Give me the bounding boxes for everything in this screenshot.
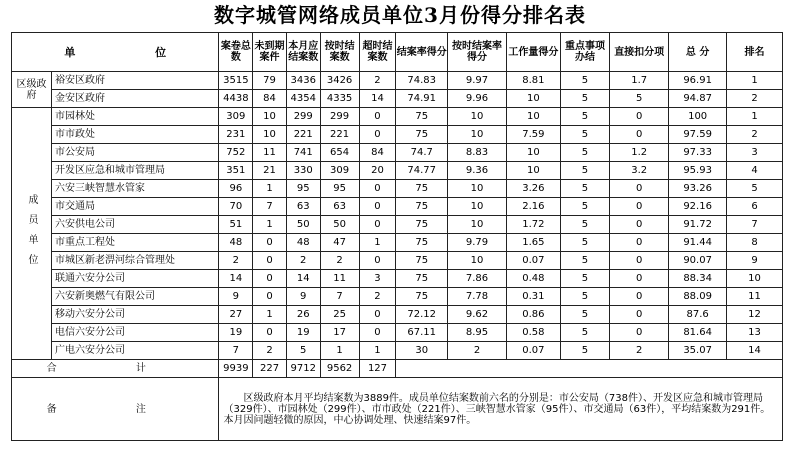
cell-workload-score: 3.26 [507, 180, 561, 198]
cell-ontime-score: 10 [448, 252, 507, 270]
cell-due-cases: 26 [286, 306, 320, 324]
unit-name: 开发区应急和城市管理局 [52, 162, 219, 180]
cell-direct-deduct: 0 [610, 270, 669, 288]
cell-closure-score: 75 [396, 216, 448, 234]
cell-due-cases: 330 [286, 162, 320, 180]
cell-ontime-closed: 4335 [320, 90, 359, 108]
table-row [12, 234, 783, 252]
cell-total-score: 94.87 [669, 90, 727, 108]
cell-total-cases: 48 [219, 234, 253, 252]
cell-rank: 3 [727, 144, 783, 162]
cell-key-items: 5 [560, 180, 610, 198]
cell-direct-deduct: 3.2 [610, 162, 669, 180]
totals-row [12, 360, 783, 378]
cell-total-cases: 4438 [219, 90, 253, 108]
cell-ontime-closed: 221 [320, 126, 359, 144]
cell-direct-deduct: 0 [610, 216, 669, 234]
table-row [12, 72, 783, 90]
cell-rank: 14 [727, 342, 783, 360]
header-row [12, 33, 783, 72]
cell-rank: 2 [727, 90, 783, 108]
cell-total-score: 88.34 [669, 270, 727, 288]
cell-total-cases: 351 [219, 162, 253, 180]
cell-direct-deduct: 2 [610, 342, 669, 360]
table-row [12, 342, 783, 360]
cell-overdue-closed: 0 [359, 216, 396, 234]
unit-name: 市交通局 [52, 198, 219, 216]
cell-ontime-score: 8.83 [448, 144, 507, 162]
cell-overdue-unfinished: 1 [253, 216, 287, 234]
cell-workload-score: 7.59 [507, 126, 561, 144]
cell-total-score: 90.07 [669, 252, 727, 270]
cell-closure-score: 75 [396, 288, 448, 306]
cell-total-cases: 3515 [219, 72, 253, 90]
cell-total-cases: 2 [219, 252, 253, 270]
totals-due-cases: 9712 [286, 360, 320, 378]
cell-rank: 1 [727, 72, 783, 90]
totals-total-cases: 9939 [219, 360, 253, 378]
cell-total-cases: 27 [219, 306, 253, 324]
cell-ontime-closed: 2 [320, 252, 359, 270]
cell-overdue-unfinished: 0 [253, 252, 287, 270]
cell-ontime-score: 9.62 [448, 306, 507, 324]
cell-workload-score: 10 [507, 90, 561, 108]
table-row [12, 216, 783, 234]
cell-overdue-unfinished: 1 [253, 180, 287, 198]
page-title: 数字城管网络成员单位3月份得分排名表 [214, 3, 586, 27]
cell-due-cases: 14 [286, 270, 320, 288]
cell-due-cases: 63 [286, 198, 320, 216]
cell-key-items: 5 [560, 342, 610, 360]
cell-due-cases: 48 [286, 234, 320, 252]
cell-due-cases: 4354 [286, 90, 320, 108]
cell-ontime-closed: 654 [320, 144, 359, 162]
cell-key-items: 5 [560, 252, 610, 270]
cell-overdue-unfinished: 0 [253, 288, 287, 306]
unit-name: 金安区政府 [52, 90, 219, 108]
cell-due-cases: 221 [286, 126, 320, 144]
table-row [12, 180, 783, 198]
cell-overdue-closed: 1 [359, 342, 396, 360]
cell-workload-score: 0.07 [507, 252, 561, 270]
cell-overdue-closed: 0 [359, 180, 396, 198]
unit-name: 电信六安分公司 [52, 324, 219, 342]
cell-closure-score: 75 [396, 108, 448, 126]
cell-direct-deduct: 1.7 [610, 72, 669, 90]
header-workload-score: 工作量得分 [507, 33, 561, 72]
cell-overdue-unfinished: 0 [253, 270, 287, 288]
cell-overdue-closed: 2 [359, 288, 396, 306]
header-closure-score: 结案率得分 [396, 33, 448, 72]
unit-name: 市市政处 [52, 126, 219, 144]
cell-ontime-closed: 95 [320, 180, 359, 198]
cell-overdue-closed: 0 [359, 198, 396, 216]
cell-overdue-closed: 0 [359, 126, 396, 144]
header-unit: 单 位 [12, 33, 219, 72]
header-rank: 排名 [727, 33, 783, 72]
cell-overdue-unfinished: 1 [253, 306, 287, 324]
cell-key-items: 5 [560, 72, 610, 90]
cell-total-score: 92.16 [669, 198, 727, 216]
cell-ontime-closed: 7 [320, 288, 359, 306]
cell-ontime-closed: 309 [320, 162, 359, 180]
cell-workload-score: 1.72 [507, 216, 561, 234]
cell-overdue-unfinished: 21 [253, 162, 287, 180]
cell-workload-score: 0.31 [507, 288, 561, 306]
totals-overdue-unfinished: 227 [253, 360, 287, 378]
cell-overdue-closed: 84 [359, 144, 396, 162]
cell-ontime-score: 2 [448, 342, 507, 360]
cell-overdue-unfinished: 0 [253, 324, 287, 342]
header-key-items: 重点事项办结 [560, 33, 610, 72]
cell-total-cases: 96 [219, 180, 253, 198]
cell-closure-score: 74.7 [396, 144, 448, 162]
cell-overdue-closed: 0 [359, 324, 396, 342]
cell-closure-score: 75 [396, 252, 448, 270]
header-due-cases: 本月应结案数 [286, 33, 320, 72]
notes-text: 区级政府本月平均结案数为3889件。成员单位结案数前六名的分别是：市公安局（738件）、开发区应急和城市管理局（329件）、市园林处（299件）、市市政处（221件）、三峡智慧水管家（95件）、市交通局（63件），平均结案数为291件。本月因问题轻微的原因，中心协调处理、快速结案97件。 [219, 378, 783, 441]
cell-overdue-closed: 20 [359, 162, 396, 180]
unit-name: 市重点工程处 [52, 234, 219, 252]
totals-empty [396, 360, 783, 378]
cell-workload-score: 10 [507, 162, 561, 180]
cell-workload-score: 8.81 [507, 72, 561, 90]
cell-overdue-closed: 0 [359, 108, 396, 126]
cell-due-cases: 5 [286, 342, 320, 360]
table-row [12, 162, 783, 180]
header-total-score: 总 分 [669, 33, 727, 72]
cell-due-cases: 95 [286, 180, 320, 198]
table-row [12, 252, 783, 270]
cell-ontime-score: 9.36 [448, 162, 507, 180]
cell-total-cases: 752 [219, 144, 253, 162]
cell-rank: 2 [727, 126, 783, 144]
cell-closure-score: 75 [396, 198, 448, 216]
cell-ontime-score: 9.97 [448, 72, 507, 90]
cell-ontime-closed: 50 [320, 216, 359, 234]
cell-overdue-unfinished: 84 [253, 90, 287, 108]
cell-key-items: 5 [560, 144, 610, 162]
cell-key-items: 5 [560, 90, 610, 108]
cell-rank: 1 [727, 108, 783, 126]
cell-overdue-closed: 0 [359, 252, 396, 270]
cell-direct-deduct: 0 [610, 306, 669, 324]
header-ontime-closed: 按时结案数 [320, 33, 359, 72]
cell-direct-deduct: 1.2 [610, 144, 669, 162]
cell-key-items: 5 [560, 306, 610, 324]
cell-rank: 13 [727, 324, 783, 342]
cell-total-score: 96.91 [669, 72, 727, 90]
ranking-table [11, 32, 783, 441]
unit-name: 六安供电公司 [52, 216, 219, 234]
unit-name: 六安三峡智慧水管家 [52, 180, 219, 198]
table-row [12, 306, 783, 324]
cell-ontime-score: 9.79 [448, 234, 507, 252]
cell-key-items: 5 [560, 198, 610, 216]
cell-overdue-closed: 0 [359, 306, 396, 324]
cell-total-cases: 309 [219, 108, 253, 126]
cell-direct-deduct: 5 [610, 90, 669, 108]
cell-total-score: 100 [669, 108, 727, 126]
header-overdue-unfinished: 未到期案件 [253, 33, 287, 72]
cell-overdue-closed: 1 [359, 234, 396, 252]
cell-ontime-closed: 11 [320, 270, 359, 288]
cell-direct-deduct: 0 [610, 252, 669, 270]
cell-due-cases: 9 [286, 288, 320, 306]
cell-closure-score: 74.77 [396, 162, 448, 180]
cell-closure-score: 75 [396, 126, 448, 144]
cell-ontime-closed: 299 [320, 108, 359, 126]
cell-workload-score: 0.07 [507, 342, 561, 360]
cell-due-cases: 19 [286, 324, 320, 342]
cell-workload-score: 10 [507, 144, 561, 162]
cell-total-cases: 231 [219, 126, 253, 144]
cell-overdue-unfinished: 7 [253, 198, 287, 216]
cell-ontime-score: 10 [448, 180, 507, 198]
unit-name: 市公安局 [52, 144, 219, 162]
cell-key-items: 5 [560, 162, 610, 180]
cell-direct-deduct: 0 [610, 108, 669, 126]
table-row [12, 324, 783, 342]
category-member-unit: 成员单位 [12, 108, 52, 360]
cell-total-score: 35.07 [669, 342, 727, 360]
totals-overdue-closed: 127 [359, 360, 396, 378]
cell-due-cases: 741 [286, 144, 320, 162]
cell-key-items: 5 [560, 324, 610, 342]
cell-rank: 10 [727, 270, 783, 288]
cell-rank: 8 [727, 234, 783, 252]
cell-direct-deduct: 0 [610, 234, 669, 252]
cell-ontime-score: 10 [448, 216, 507, 234]
table-row [12, 198, 783, 216]
cell-total-score: 91.44 [669, 234, 727, 252]
cell-overdue-unfinished: 2 [253, 342, 287, 360]
cell-closure-score: 75 [396, 180, 448, 198]
cell-total-score: 87.6 [669, 306, 727, 324]
cell-overdue-unfinished: 0 [253, 234, 287, 252]
cell-due-cases: 50 [286, 216, 320, 234]
cell-ontime-closed: 25 [320, 306, 359, 324]
cell-total-score: 97.33 [669, 144, 727, 162]
table-row [12, 126, 783, 144]
cell-key-items: 5 [560, 126, 610, 144]
cell-overdue-unfinished: 79 [253, 72, 287, 90]
cell-total-score: 81.64 [669, 324, 727, 342]
unit-name: 市城区新老淠河综合管理处 [52, 252, 219, 270]
cell-direct-deduct: 0 [610, 324, 669, 342]
cell-key-items: 5 [560, 234, 610, 252]
cell-ontime-score: 10 [448, 108, 507, 126]
cell-direct-deduct: 0 [610, 180, 669, 198]
cell-closure-score: 67.11 [396, 324, 448, 342]
unit-name: 广电六安分公司 [52, 342, 219, 360]
category-district-gov: 区级政府 [12, 72, 52, 108]
unit-name: 联通六安分公司 [52, 270, 219, 288]
cell-ontime-score: 7.78 [448, 288, 507, 306]
cell-workload-score: 2.16 [507, 198, 561, 216]
cell-overdue-unfinished: 10 [253, 126, 287, 144]
unit-name: 裕安区政府 [52, 72, 219, 90]
table-row [12, 90, 783, 108]
header-total-cases: 案卷总数 [219, 33, 253, 72]
cell-due-cases: 2 [286, 252, 320, 270]
cell-ontime-closed: 1 [320, 342, 359, 360]
cell-rank: 6 [727, 198, 783, 216]
cell-ontime-closed: 63 [320, 198, 359, 216]
cell-overdue-unfinished: 10 [253, 108, 287, 126]
cell-closure-score: 75 [396, 234, 448, 252]
cell-workload-score: 0.48 [507, 270, 561, 288]
cell-total-cases: 19 [219, 324, 253, 342]
cell-ontime-score: 8.95 [448, 324, 507, 342]
cell-ontime-score: 10 [448, 198, 507, 216]
totals-ontime-closed: 9562 [320, 360, 359, 378]
unit-name: 移动六安分公司 [52, 306, 219, 324]
cell-rank: 4 [727, 162, 783, 180]
unit-name: 市园林处 [52, 108, 219, 126]
cell-workload-score: 0.86 [507, 306, 561, 324]
table-row [12, 270, 783, 288]
notes-row [12, 378, 783, 441]
cell-ontime-score: 9.96 [448, 90, 507, 108]
cell-rank: 12 [727, 306, 783, 324]
cell-key-items: 5 [560, 270, 610, 288]
cell-ontime-closed: 47 [320, 234, 359, 252]
cell-workload-score: 1.65 [507, 234, 561, 252]
cell-total-cases: 70 [219, 198, 253, 216]
cell-closure-score: 74.91 [396, 90, 448, 108]
cell-closure-score: 30 [396, 342, 448, 360]
cell-key-items: 5 [560, 216, 610, 234]
cell-rank: 11 [727, 288, 783, 306]
notes-label: 备 注 [12, 378, 219, 441]
cell-total-score: 95.93 [669, 162, 727, 180]
cell-overdue-closed: 2 [359, 72, 396, 90]
cell-closure-score: 74.83 [396, 72, 448, 90]
cell-ontime-closed: 3426 [320, 72, 359, 90]
header-overdue-closed: 超时结案数 [359, 33, 396, 72]
table-row [12, 108, 783, 126]
header-ontime-score: 按时结案率得分 [448, 33, 507, 72]
cell-workload-score: 10 [507, 108, 561, 126]
cell-key-items: 5 [560, 288, 610, 306]
cell-rank: 7 [727, 216, 783, 234]
cell-ontime-score: 7.86 [448, 270, 507, 288]
cell-rank: 5 [727, 180, 783, 198]
unit-name: 六安新奥燃气有限公司 [52, 288, 219, 306]
cell-ontime-score: 10 [448, 126, 507, 144]
cell-key-items: 5 [560, 108, 610, 126]
cell-overdue-closed: 14 [359, 90, 396, 108]
cell-direct-deduct: 0 [610, 198, 669, 216]
cell-total-score: 88.09 [669, 288, 727, 306]
cell-total-score: 97.59 [669, 126, 727, 144]
cell-ontime-closed: 17 [320, 324, 359, 342]
cell-total-score: 93.26 [669, 180, 727, 198]
cell-total-cases: 14 [219, 270, 253, 288]
cell-direct-deduct: 0 [610, 288, 669, 306]
table-row [12, 288, 783, 306]
cell-total-cases: 7 [219, 342, 253, 360]
cell-workload-score: 0.58 [507, 324, 561, 342]
cell-rank: 9 [727, 252, 783, 270]
cell-overdue-unfinished: 11 [253, 144, 287, 162]
cell-total-score: 91.72 [669, 216, 727, 234]
cell-closure-score: 72.12 [396, 306, 448, 324]
cell-total-cases: 9 [219, 288, 253, 306]
header-direct-deduct: 直接扣分项 [610, 33, 669, 72]
cell-direct-deduct: 0 [610, 126, 669, 144]
cell-closure-score: 75 [396, 270, 448, 288]
cell-due-cases: 299 [286, 108, 320, 126]
cell-total-cases: 51 [219, 216, 253, 234]
cell-due-cases: 3436 [286, 72, 320, 90]
cell-overdue-closed: 3 [359, 270, 396, 288]
table-row [12, 144, 783, 162]
totals-label: 合 计 [12, 360, 219, 378]
